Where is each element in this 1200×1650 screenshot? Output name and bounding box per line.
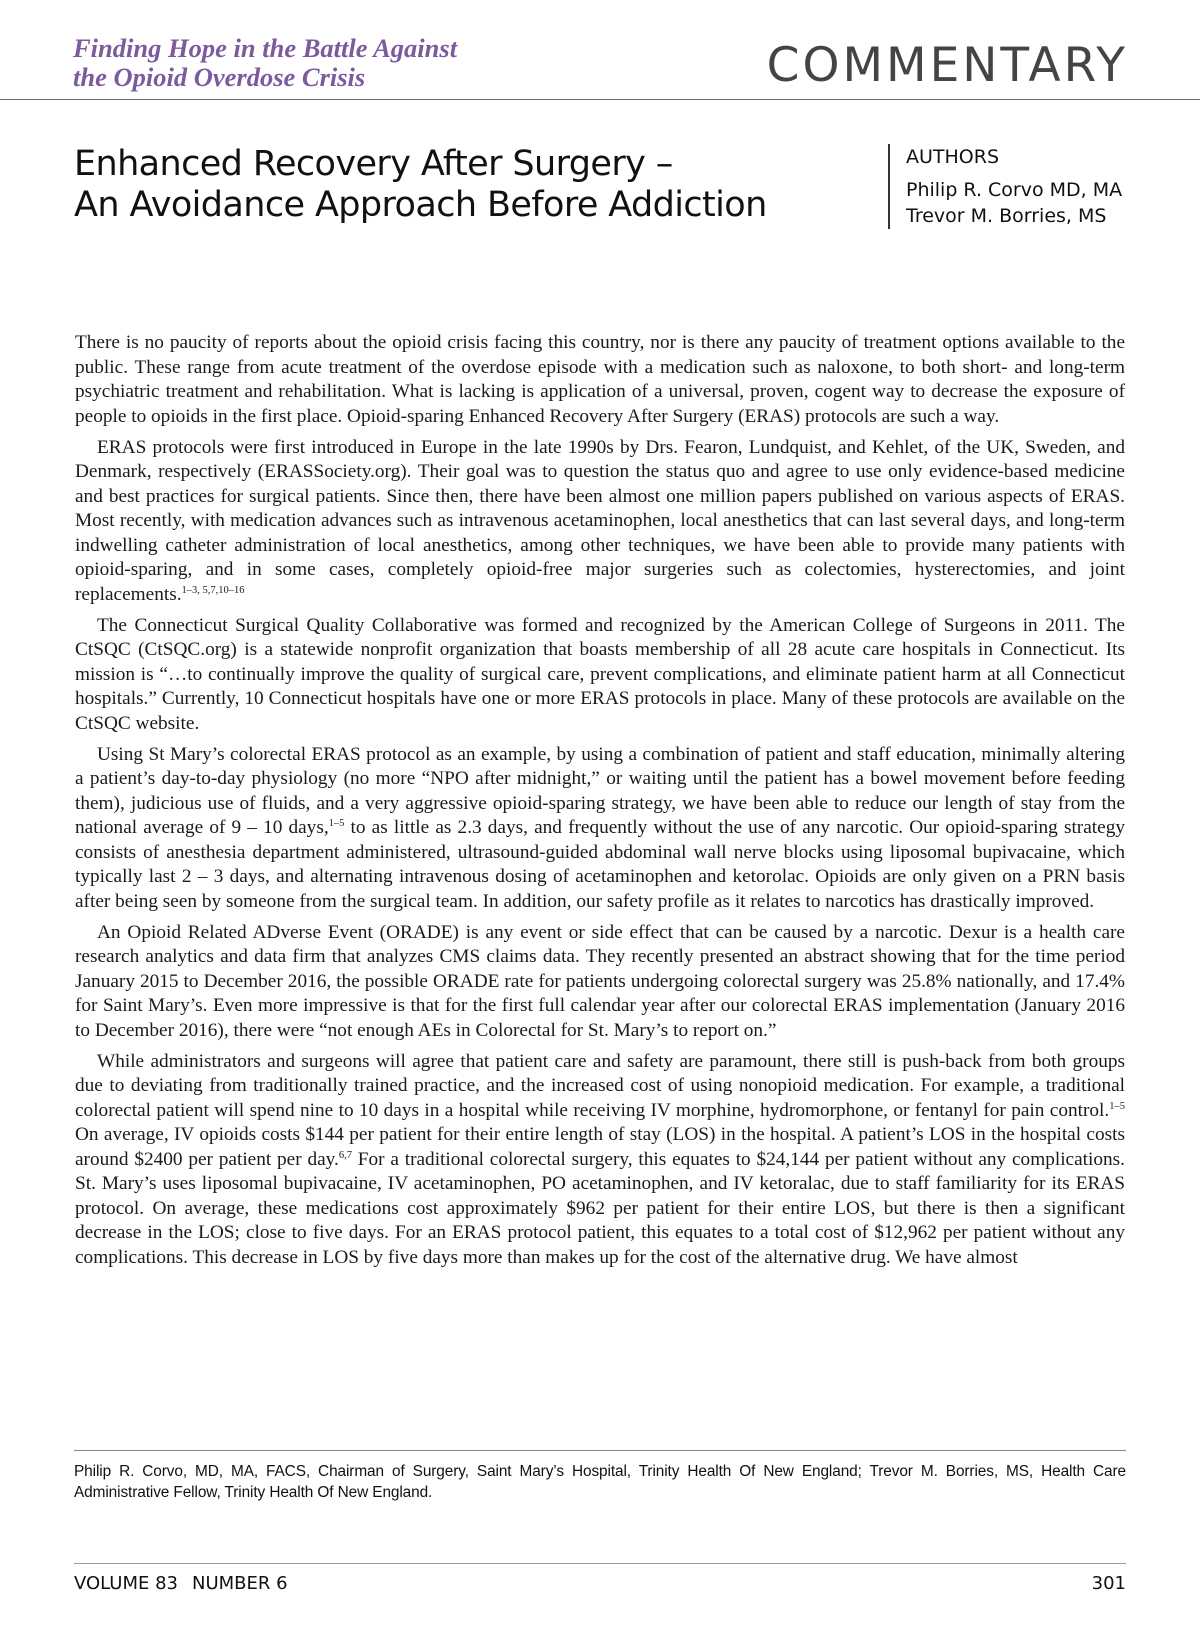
article-title: [74, 144, 794, 226]
citation-reference: 1–5: [328, 818, 345, 829]
series-title-line-2: the Opioid Overdose Crisis: [73, 62, 366, 92]
body-paragraph: [75, 1050, 1125, 1271]
page-number: 301: [1091, 1573, 1126, 1594]
footnote-divider: [74, 1450, 1126, 1451]
paragraph-text: to as little as 2.3 days, and frequently without the use of any narcotic. Our opioid-sparing strategy consists of anesthesia department administered, ultrasound-guided abdominal wall nerve blocks using liposomal bupivacaine, which typically last 2 – 3 days, and alternating intravenous dosing of acetaminophen and ketorolac. Opioids are only given on a PRN basis after being seen by someone from the surgical team. In addition, our safety profile as it relates to narcotics has drastically improved.: [75, 817, 1125, 912]
body-paragraph: There is no paucity of reports about the opioid crisis facing this country, nor is there any paucity of treatment options available to the public. These range from acute treatment of the overdose episode with a medication such as naloxone, to both short- and long-term psychiatric treatment and rehabilitation. What is lacking is application of a universal, proven, cogent way to decrease the exposure of people to opioids in the first place. Opioid-sparing Enhanced Recovery After Surgery (ERAS) protocols are such a way.: [75, 332, 1125, 427]
body-paragraph: [75, 743, 1125, 915]
issue-info: [74, 1573, 288, 1594]
citation-reference: 1–3, 5,7,10–16: [181, 584, 245, 596]
citation-reference: 1–5: [1109, 1100, 1125, 1112]
author-name: Trevor M. Borries, MS: [906, 205, 1107, 227]
paragraph-text: Using St Mary’s colorectal ERAS protocol as an example, by using a combination of patient and staff education, minimally altering a patient’s day-to-day physiology (no more “NPO after midnight,” or waiting until the patient has a bowel movement before feeding them), judicious use of fluids, and a very aggressive opioid-sparing strategy, we have been able to reduce our length of stay from the national average of 9 – 10 days,: [75, 743, 1125, 838]
authors-box: [888, 144, 1122, 229]
volume-label: VOLUME 83: [74, 1573, 179, 1594]
body-paragraph: An Opioid Related ADverse Event (ORADE) is any event or side effect that can be caused by a narcotic. Dexur is a health care research analytics and data firm that analyzes CMS claims data. They recently presented an abstract showing that for the time period January 2015 to December 2016, the possible ORADE rate for patients undergoing colorectal surgery was 25.8% nationally, and 17.4% for Saint Mary’s. Even more impressive is that for the first full calendar year after our colorectal ERAS implementation (January 2016 to December 2016), there were “not enough AEs in Colorectal for St. Mary’s to report on.”: [75, 921, 1125, 1041]
header-divider: [0, 99, 1200, 100]
series-title-line-1: Finding Hope in the Battle Against: [73, 33, 458, 63]
paragraph-text: ERAS protocols were first introduced in Europe in the late 1990s by Drs. Fearon, Lundquist, and Kehlet, of the UK, Sweden, and Denmark, respectively (ERASSociety.org). Their goal was to question the status quo and agree to use only evidence-based medicine and best practices for surgical patients. Since then, there have been almost one million papers published on various aspects of ERAS. Most recently, with medication advances such as intravenous acetaminophen, local anesthetics that can last several days, and long-term indwelling catheter administration of local anesthetics, among other techniques, we have been able to provide many patients with opioid-sparing, and in some cases, completely opioid-free major surgeries such as colectomies, hysterectomies, and joint replacements.: [75, 436, 1125, 605]
author-name: Philip R. Corvo MD, MA: [906, 179, 1123, 201]
body-paragraph: The Connecticut Surgical Quality Collaborative was formed and recognized by the American College of Surgeons in 2011. The CtSQC (CtSQC.org) is a statewide nonprofit organization that boasts membership of all 28 acute care hospitals in Connecticut. Its mission is “…to continually improve the quality of surgical care, prevent complications, and eliminate patient harm at all Connecticut hospitals.” Currently, 10 Connecticut hospitals have one or more ERAS protocols in place. Many of these protocols are available on the CtSQC website.: [75, 614, 1125, 734]
section-label: COMMENTARY: [766, 38, 1128, 93]
authors-heading: AUTHORS: [906, 146, 1000, 168]
footer-divider: [74, 1563, 1126, 1564]
series-title: [73, 34, 593, 92]
author-affiliation-footnote: Philip R. Corvo, MD, MA, FACS, Chairman of Surgery, Saint Mary’s Hospital, Trinity Health Of New England; Trevor M. Borries, MS, Health Care Administrative Fellow, Trinity Health Of New England.: [74, 1463, 1126, 1501]
citation-reference: 6,7: [338, 1149, 352, 1161]
article-body: [75, 331, 1125, 1277]
body-paragraph: [75, 436, 1125, 608]
paragraph-text: On average, IV opioids costs $144 per patient for their entire length of stay (LOS) in the hospital. A patient’s LOS in the hospital costs around $2400 per patient per day.: [75, 1124, 1125, 1170]
article-title-line-2: An Avoidance Approach Before Addiction: [74, 185, 767, 225]
issue-number-label: NUMBER 6: [192, 1573, 288, 1594]
paragraph-text: For a traditional colorectal surgery, this equates to $24,144 per patient without any complications. St. Mary’s uses liposomal bupivacaine, IV acetaminophen, PO acetaminophen, and IV ketoralac, due to staff familiarity for its ERAS protocol. On average, these medications cost approximately $962 per patient for their entire LOS, but there is then a significant decrease in the LOS; close to five days. For an ERAS protocol patient, this equates to a total cost of $12,962 per patient without any complications. This decrease in LOS by five days more than makes up for the cost of the alternative drug. We have almost: [75, 1148, 1125, 1268]
paragraph-text: While administrators and surgeons will agree that patient care and safety are paramount, there still is push-back from both groups due to deviating from traditionally trained practice, and the increased cost of using nonopioid medication. For example, a traditional colorectal patient will spend nine to 10 days in a hospital while receiving IV morphine, hydromorphone, or fentanyl for pain control.: [75, 1050, 1125, 1121]
article-title-line-1: Enhanced Recovery After Surgery –: [74, 144, 673, 184]
